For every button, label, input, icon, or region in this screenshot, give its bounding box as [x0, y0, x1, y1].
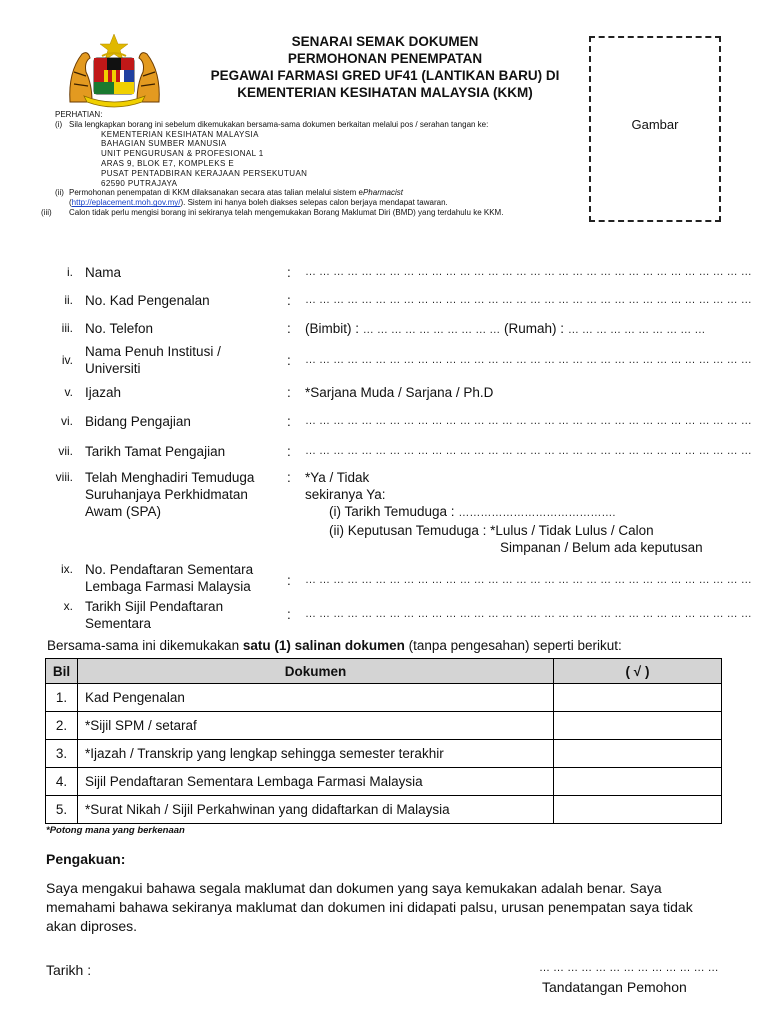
ic-input[interactable]: … … … … … … … … … … … … … … … … … … … … … … … … … … … … … … … … [305, 294, 752, 306]
note-ii-cont: (http://eplacement.moh.gov.my/). Sistem ini hanya boleh diakses selepas calon berjaya mendapat tawaran. [69, 198, 448, 208]
documents-intro: Bersama-sama ini dikemukakan satu (1) salinan dokumen (tanpa pengesahan) seperti berikut: [47, 638, 622, 653]
tick-cell[interactable] [554, 768, 722, 796]
field-institusi: iv. Nama Penuh Institusi / Universiti : … … … … … … … … … … … … … … … … … … … … … … … … … … … … … … … … [61, 344, 752, 376]
photo-box[interactable] [589, 36, 721, 222]
tarikh-tamat-input[interactable]: … … … … … … … … … … … … … … … … … … … … … … … … … … … … … … … … [305, 445, 752, 457]
temuduga-yes-no[interactable]: *Ya / Tidak [305, 470, 370, 485]
date-label: Tarikh : [46, 962, 92, 978]
signature-line[interactable]: … … … … … … … … … … … … … [539, 962, 719, 974]
field-tarikh-sijil: x. Tarikh Sijil Pendaftaran Sementara : … … … … … … … … … … … … … … … … … … … … … … … … … … … … … … … … [63, 599, 752, 631]
tick-cell[interactable] [554, 712, 722, 740]
table-footnote: *Potong mana yang berkenaan [46, 825, 185, 836]
declaration-text: Saya mengakui bahawa segala maklumat dan dokumen yang saya kemukakan adalah benar. Saya memahami bahawa sekiranya maklumat dan dokumen ini didapati palsu, urusan penempatan saya tidak akan diproses. [46, 880, 693, 934]
nama-input[interactable]: … … … … … … … … … … … … … … … … … … … … … … … … … … … … … … … … [305, 266, 752, 278]
address-line-5: PUSAT PENTADBIRAN KERAJAAN PERSEKUTUAN [101, 168, 308, 178]
tarikh-temuduga-input[interactable]: ……………………………………. [458, 507, 616, 519]
note-ii: (ii) Permohonan penempatan di KKM dilaksanakan secara atas talian melalui sistem ePharmacist [55, 188, 403, 198]
ijazah-value[interactable]: *Sarjana Muda / Sarjana / Ph.D [305, 385, 494, 400]
document-title [185, 33, 585, 101]
table-row: 3. *Ijazah / Transkrip yang lengkap sehingga semester terakhir [46, 740, 722, 768]
documents-table [45, 658, 722, 824]
eplacement-link[interactable]: http://eplacement.moh.gov.my/ [71, 198, 181, 208]
rumah-input[interactable]: … … … … … … … … … … [567, 324, 706, 336]
pendaftaran-input[interactable]: … … … … … … … … … … … … … … … … … … … … … … … … … … … … … … … … [305, 574, 752, 586]
header-tick: ( √ ) [554, 659, 722, 684]
address-line-3: UNIT PENGURUSAN & PROFESIONAL 1 [101, 149, 264, 159]
signature-label: Tandatangan Pemohon [542, 979, 687, 995]
field-temuduga: viii. Telah Menghadiri Temuduga Suruhanjaya Perkhidmatan Awam (SPA) : *Ya / Tidak sekiranya Ya: (i) Tarikh Temuduga : ……………………………………. (ii) Keputusan Temuduga : *Lulus / Tidak Lulus / Calon Simpanan / Belum ada keputusan [40, 469, 730, 555]
bimbit-input[interactable]: … … … … … … … … … … [362, 324, 501, 336]
table-row: 2. *Sijil SPM / setaraf [46, 712, 722, 740]
table-row: 5. *Surat Nikah / Sijil Perkahwinan yang didaftarkan di Malaysia [46, 796, 722, 824]
bidang-input[interactable]: … … … … … … … … … … … … … … … … … … … … … … … … … … … … … … … … [305, 415, 752, 427]
address-line-4: ARAS 9, BLOK E7, KOMPLEKS E [101, 158, 235, 168]
tick-cell[interactable] [554, 684, 722, 712]
tick-cell[interactable] [554, 740, 722, 768]
title-line-1: SENARAI SEMAK DOKUMEN [291, 34, 479, 49]
notes-heading: PERHATIAN: [55, 110, 103, 119]
photo-label: Gambar [631, 117, 679, 132]
note-i: (i) Sila lengkapkan borang ini sebelum dikemukakan bersama-sama dokumen berkaitan melalui pos / serahan tangan ke: [55, 119, 489, 129]
address-line-6: 62590 PUTRAJAYA [101, 178, 178, 188]
address-line-1: KEMENTERIAN KESIHATAN MALAYSIA [101, 129, 259, 139]
table-row: 4. Sijil Pendaftaran Sementara Lembaga Farmasi Malaysia [46, 768, 722, 796]
header-bil: Bil [46, 659, 78, 684]
title-line-4: KEMENTERIAN KESIHATAN MALAYSIA (KKM) [237, 85, 533, 100]
tick-cell[interactable] [554, 796, 722, 824]
address-line-2: BAHAGIAN SUMBER MANUSIA [101, 139, 227, 149]
keputusan-temuduga[interactable]: (ii) Keputusan Temuduga : *Lulus / Tidak Lulus / Calon [329, 523, 654, 538]
title-line-3: PEGAWAI FARMASI GRED UF41 (LANTIKAN BARU) DI [210, 68, 560, 83]
title-line-2: PERMOHONAN PENEMPATAN [287, 51, 483, 66]
header-dokumen: Dokumen [78, 659, 554, 684]
table-row: 1. Kad Pengenalan [46, 684, 722, 712]
note-iii: (iii) Calon tidak perlu mengisi borang ini sekiranya telah mengemukakan Borang Maklumat Diri (BMD) yang terdahulu ke KKM. [41, 207, 504, 217]
field-pendaftaran: ix. No. Pendaftaran Sementara Lembaga Farmasi Malaysia : … … … … … … … … … … … … … … … … … … … … … … … … … … … … … … … … [61, 562, 752, 594]
table-header [46, 659, 722, 684]
notes-section [41, 110, 585, 218]
malaysia-coat-of-arms-logo [62, 32, 167, 108]
declaration-title: Pengakuan: [46, 851, 126, 867]
institusi-input[interactable]: … … … … … … … … … … … … … … … … … … … … … … … … … … … … … … … … [305, 354, 752, 366]
tarikh-sijil-input[interactable]: … … … … … … … … … … … … … … … … … … … … … … … … … … … … … … … … [305, 608, 752, 620]
